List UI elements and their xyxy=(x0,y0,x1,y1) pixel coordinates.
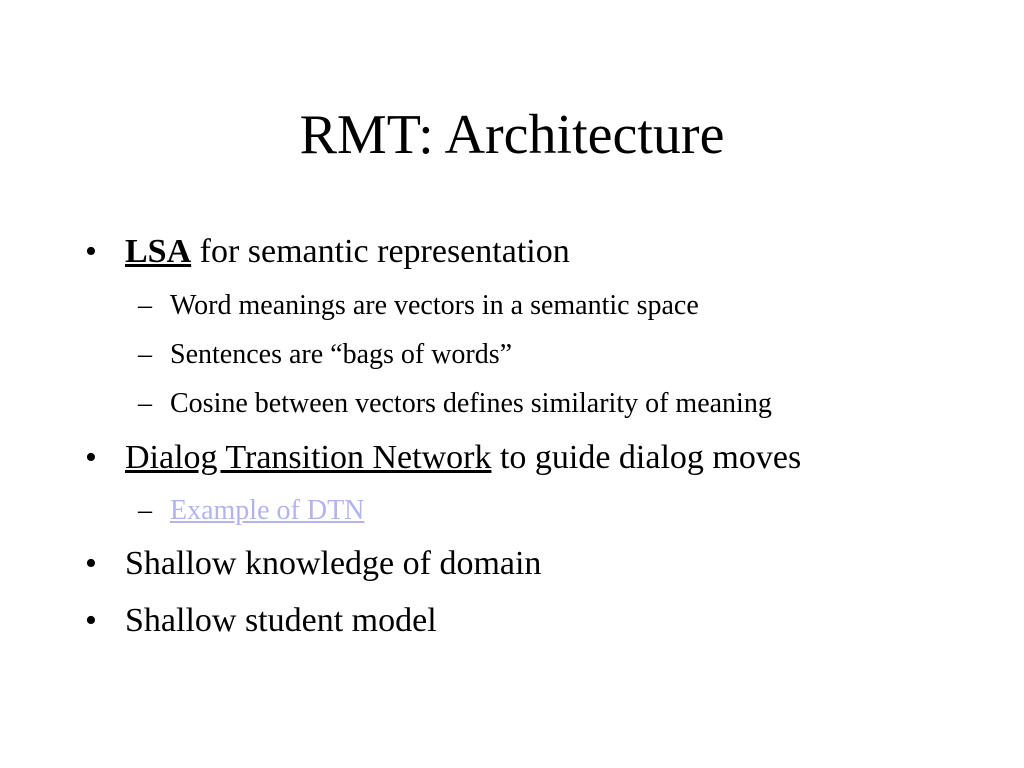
bullet-item-shallow-knowledge xyxy=(85,544,541,584)
bullet-text: to guide dialog moves xyxy=(491,439,802,476)
bullet-glyph: • xyxy=(85,545,97,582)
dash-glyph: – xyxy=(138,388,152,419)
dash-glyph: – xyxy=(138,290,152,321)
subitem-sentences xyxy=(138,338,512,372)
bullet-glyph: • xyxy=(85,439,97,476)
bullet-text: Shallow knowledge of domain xyxy=(125,545,542,582)
subitem-word-meanings xyxy=(138,289,699,323)
subitem-text: Cosine between vectors defines similarity of meaning xyxy=(170,388,772,419)
subitem-text: Word meanings are vectors in a semantic space xyxy=(170,290,699,321)
lsa-link[interactable]: LSA xyxy=(125,233,192,270)
dialog-transition-network-link[interactable]: Dialog Transition Network xyxy=(125,439,492,476)
subitem-example-of-dtn xyxy=(138,494,364,528)
bullet-item-dialog-transition-network xyxy=(85,438,801,478)
example-of-dtn-link[interactable]: Example of DTN xyxy=(170,495,365,526)
dash-glyph: – xyxy=(138,495,152,526)
subitem-cosine xyxy=(138,387,772,421)
dash-glyph: – xyxy=(138,339,152,370)
bullet-item-lsa xyxy=(85,232,570,272)
slide-title: RMT: Architecture xyxy=(299,104,725,166)
bullet-glyph: • xyxy=(85,233,97,270)
bullet-text: for semantic representation xyxy=(191,233,570,270)
subitem-text: Sentences are “bags of words” xyxy=(170,339,513,370)
bullet-text: Shallow student model xyxy=(125,602,437,639)
bullet-item-shallow-student-model xyxy=(85,601,437,641)
bullet-glyph: • xyxy=(85,602,97,639)
